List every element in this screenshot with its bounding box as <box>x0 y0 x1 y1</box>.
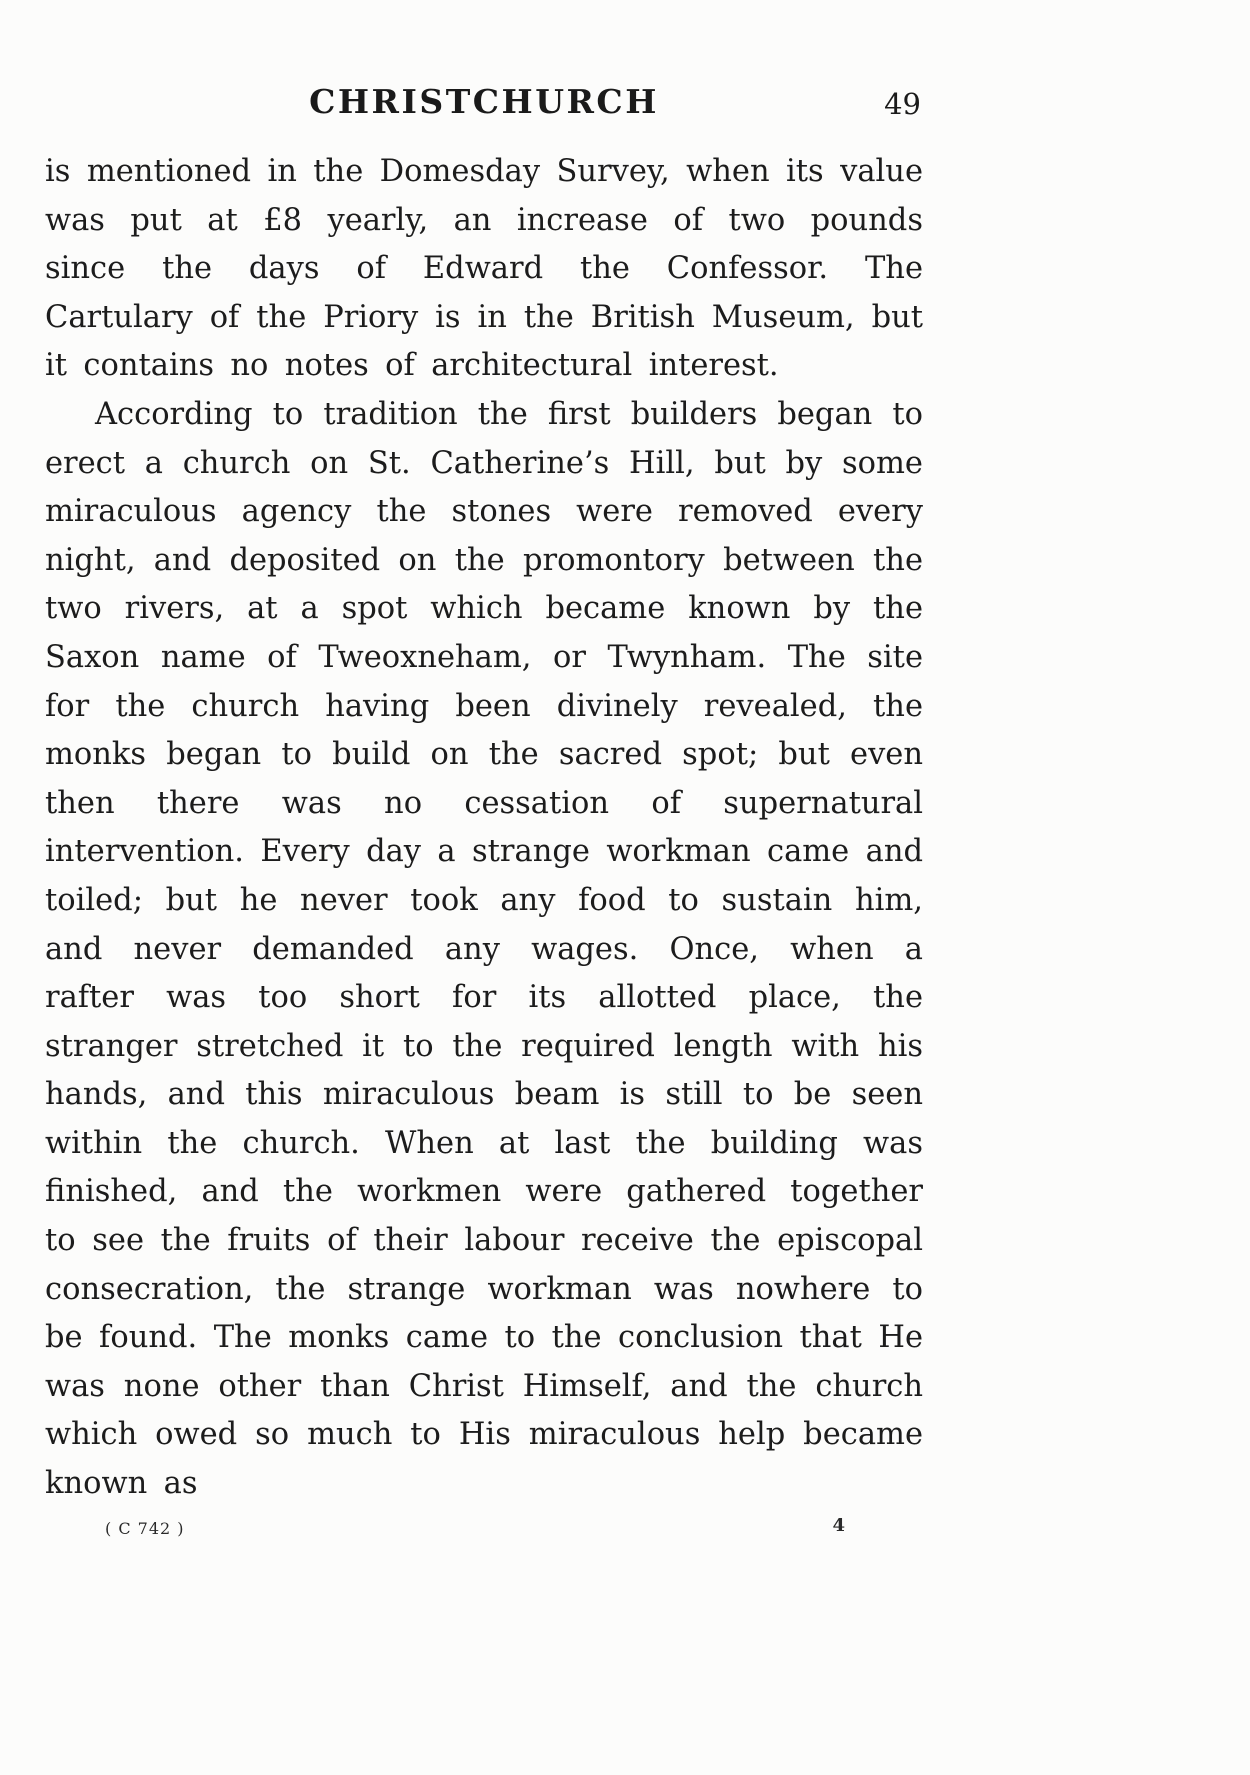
signature-number: 4 <box>832 1514 845 1536</box>
page-header <box>45 82 923 128</box>
page-footer <box>45 1513 923 1543</box>
paragraph: According to tradition the first builders began to erect a church on St. Catherine’s Hill, but by some miraculous agency the stones were removed every night, and deposited on the promontory between the two rivers, at a spot which became known by the Saxon name of Tweoxneham, or Twynham. The site for the church having been divinely revealed, the monks began to build on the sacred spot; but even then there was no cessation of supernatural intervention. Every day a strange workman came and toiled; but he never took any food to sustain him, and never demanded any wages. Once, when a rafter was too short for its allotted place, the stranger stretched it to the required length with his hands, and this miraculous beam is still to be seen within the church. When at last the building was finished, and the workmen were gathered together to see the fruits of their labour receive the episcopal consecration, the strange workman was nowhere to be found. The monks came to the conclusion that He was none other than Christ Himself, and the church which owed so much to His miraculous help became known as <box>45 396 923 1502</box>
text-block <box>45 82 923 1543</box>
page-title: CHRISTCHURCH <box>309 82 659 121</box>
printers-mark: ( C 742 ) <box>105 1518 185 1538</box>
page-number: 49 <box>884 87 921 121</box>
body-text <box>45 148 923 1509</box>
paragraph: is mentioned in the Domesday Survey, when its value was put at £8 yearly, an increase of two pounds since the days of Edward the Confessor. The Cartulary of the Priory is in the British Museum, but it contains no notes of architectural interest. <box>45 154 923 384</box>
